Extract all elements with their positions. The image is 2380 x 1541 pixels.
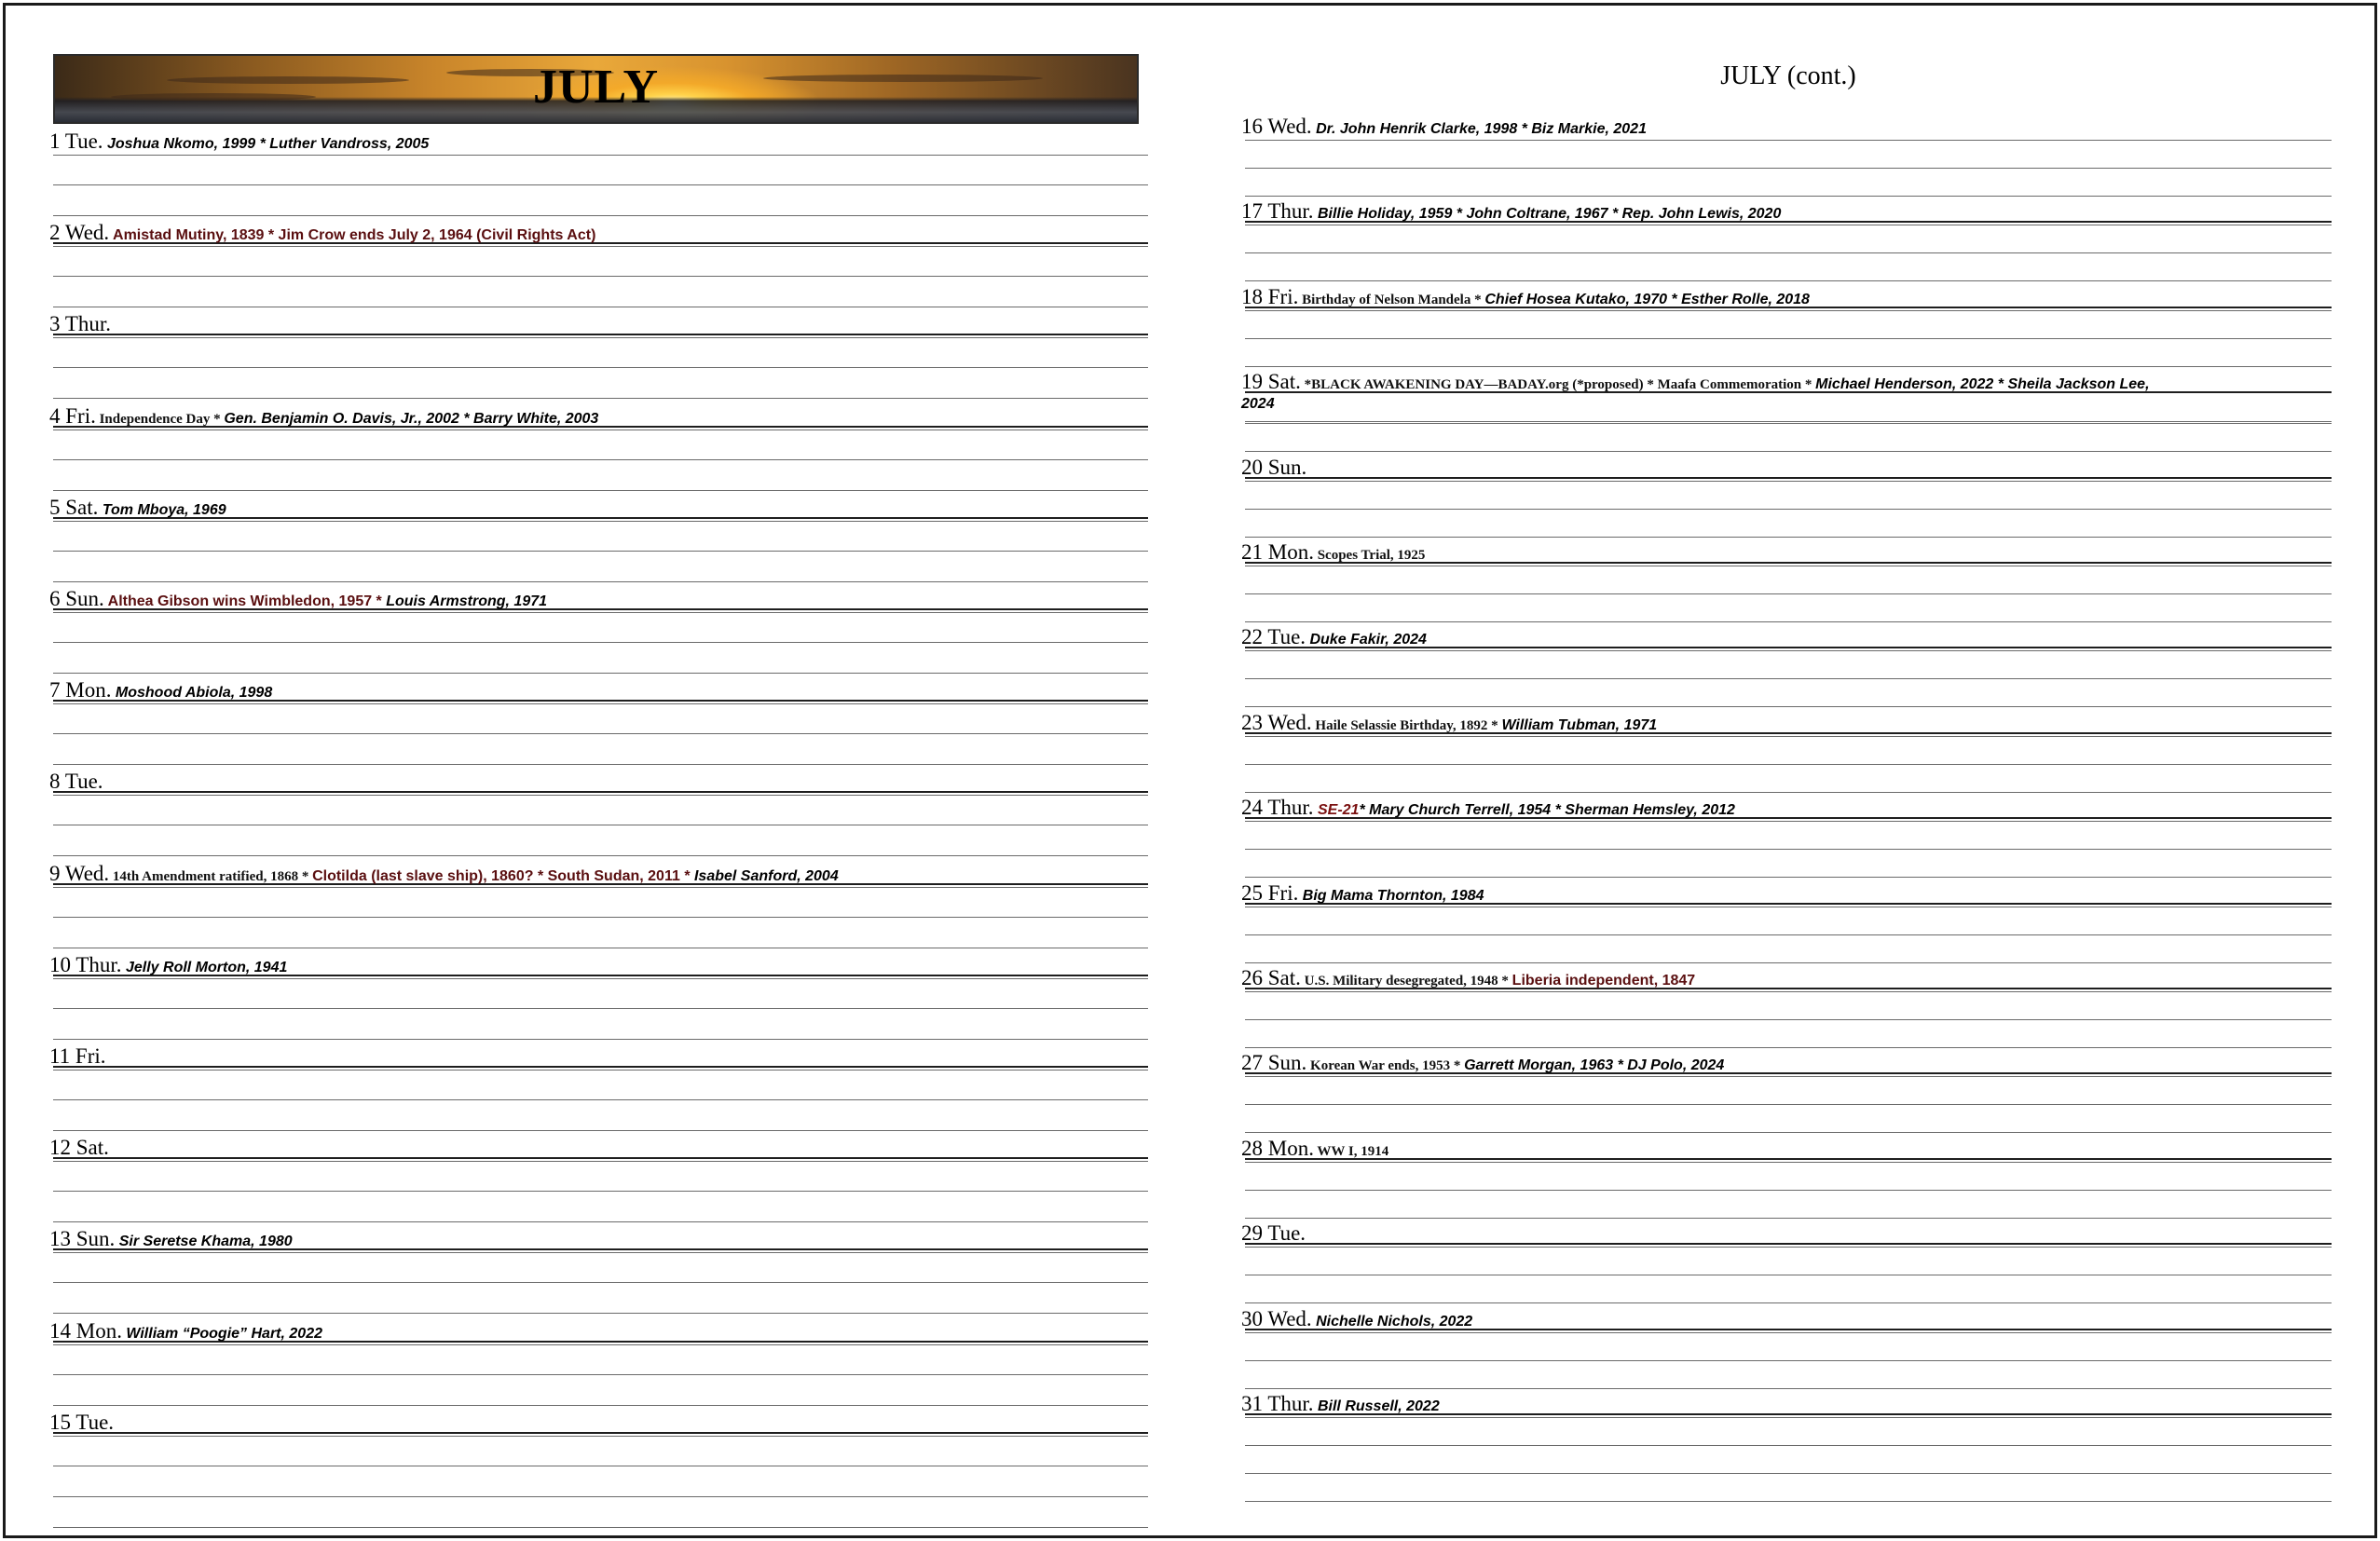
writing-line — [53, 978, 1148, 979]
writing-line — [1245, 650, 2332, 651]
day-note: Liberia independent, 1847 — [1511, 973, 1696, 989]
day-heading — [1241, 200, 1781, 225]
day-heading — [1241, 541, 1425, 566]
day-note: Clotilda (last slave ship), 1860? * South Sudan, 2011 * — [312, 867, 694, 884]
day-note: Dr. John Henrik Clarke, 1998 * Biz Markie, 2021 — [1311, 121, 1647, 137]
day-label: 11 Fri. — [49, 1044, 106, 1068]
banner-title: JULY — [532, 61, 659, 114]
day-label: 15 Tue. — [49, 1410, 115, 1434]
day-label: 22 Tue. — [1241, 625, 1306, 649]
writing-line — [53, 184, 1148, 185]
writing-line — [53, 642, 1148, 643]
day-label: 14 Mon. — [49, 1318, 122, 1343]
day-label: 4 Fri. — [49, 403, 96, 428]
writing-line — [53, 733, 1148, 734]
day-label: 9 Wed. — [49, 861, 110, 885]
writing-line — [1245, 366, 2332, 367]
day-heading — [1241, 626, 1427, 650]
day-note: Korean War ends, 1953 * — [1306, 1058, 1465, 1074]
writing-line — [53, 398, 1148, 399]
page-title: JULY (cont.) — [1720, 61, 1856, 90]
day-note: Gen. Benjamin O. Davis, Jr., 2002 * Barry White, 2003 — [224, 410, 599, 427]
day-separator — [53, 1157, 1148, 1159]
writing-line — [1245, 736, 2332, 737]
day-heading — [1241, 882, 1484, 907]
writing-line — [53, 1130, 1148, 1131]
day-label: 24 Thur. — [1241, 796, 1314, 820]
day-note: Sir Seretse Khama, 1980 — [115, 1234, 293, 1250]
writing-line — [53, 1191, 1148, 1192]
day-label: 3 Thur. — [49, 312, 112, 336]
day-separator — [1245, 1158, 2332, 1160]
day-heading — [1241, 1393, 1440, 1417]
day-note: Louis Armstrong, 1971 — [386, 593, 548, 609]
day-label: 21 Mon. — [1241, 540, 1314, 564]
july-banner — [53, 54, 1139, 124]
writing-line — [1245, 1218, 2332, 1219]
day-heading — [49, 863, 839, 887]
writing-line — [1245, 481, 2332, 482]
day-heading — [49, 497, 226, 521]
writing-line — [53, 276, 1148, 277]
writing-line — [1245, 252, 2332, 253]
writing-line — [53, 703, 1148, 704]
writing-line — [53, 612, 1148, 613]
day-note: Garrett Morgan, 1963 * DJ Polo, 2024 — [1464, 1057, 1725, 1074]
writing-line — [1245, 280, 2332, 281]
writing-line — [53, 1374, 1148, 1375]
day-note: Jelly Roll Morton, 1941 — [121, 959, 288, 975]
writing-line — [1245, 451, 2332, 452]
writing-line — [53, 1405, 1148, 1406]
writing-line — [1245, 1302, 2332, 1303]
writing-line — [1245, 991, 2332, 992]
day-heading — [49, 770, 103, 795]
day-heading — [49, 679, 272, 703]
writing-line — [53, 490, 1148, 491]
day-note: Duke Fakir, 2024 — [1306, 632, 1427, 648]
writing-line — [53, 367, 1148, 368]
writing-line — [1245, 821, 2332, 822]
writing-line — [1245, 1104, 2332, 1105]
day-note: Chief Hosea Kutako, 1970 * Esther Rolle, 2018 — [1484, 291, 1810, 307]
day-label: 5 Sat. — [49, 495, 99, 519]
day-heading — [49, 1320, 322, 1344]
writing-line — [53, 1221, 1148, 1222]
day-label: 29 Tue. — [1241, 1221, 1306, 1246]
day-separator — [1245, 477, 2332, 479]
writing-line — [1245, 621, 2332, 622]
writing-line — [1245, 1417, 2332, 1418]
day-heading — [49, 405, 598, 430]
writing-line — [53, 521, 1148, 522]
writing-line — [1245, 168, 2332, 169]
day-heading — [49, 1228, 293, 1252]
writing-line — [1245, 509, 2332, 510]
day-label: 25 Fri. — [1241, 880, 1299, 905]
writing-line — [1245, 849, 2332, 850]
writing-line — [53, 855, 1148, 856]
writing-line — [53, 764, 1148, 765]
writing-line — [1245, 1190, 2332, 1191]
day-note: Althea Gibson wins Wimbledon, 1957 * — [103, 593, 387, 609]
writing-line — [1245, 1473, 2332, 1474]
day-label: 2 Wed. — [49, 221, 110, 245]
day-label: 19 Sat. — [1241, 370, 1301, 394]
day-note: WW I, 1914 — [1313, 1143, 1389, 1159]
writing-line — [1245, 1132, 2332, 1133]
day-note: Independence Day * — [95, 411, 225, 427]
day-note: U.S. Military desegregated, 1948 * — [1300, 974, 1512, 989]
day-label: 26 Sat. — [1241, 966, 1301, 989]
writing-line — [1245, 310, 2332, 311]
day-note: *BLACK AWAKENING DAY—BADAY.org (*proposed) * Maafa Commemoration * — [1300, 377, 1816, 393]
writing-line — [1245, 1047, 2332, 1048]
day-heading — [1241, 797, 1735, 821]
day-label: 13 Sun. — [49, 1227, 116, 1251]
day-note: * Mary Church Terrell, 1954 * Sherman Hemsley, 2012 — [1359, 802, 1735, 819]
day-note: Bill Russell, 2022 — [1313, 1398, 1440, 1414]
writing-line — [1245, 1247, 2332, 1248]
day-note: Amistad Mutiny, 1839 * Jim Crow ends July 2, 1964 (Civil Rights Act) — [109, 227, 596, 244]
day-label: 8 Tue. — [49, 770, 103, 794]
day-label: 31 Thur. — [1241, 1392, 1314, 1415]
day-heading — [49, 588, 547, 612]
writing-line — [53, 1496, 1148, 1497]
writing-line — [1245, 1501, 2332, 1502]
writing-line — [53, 1313, 1148, 1314]
day-label: 12 Sat. — [49, 1136, 109, 1160]
day-heading — [49, 954, 287, 978]
writing-line — [1245, 764, 2332, 765]
day-note-continued: 2024 — [1241, 396, 1275, 413]
day-note: Moshood Abiola, 1998 — [111, 685, 273, 702]
writing-line — [53, 795, 1148, 796]
writing-line — [1245, 1445, 2332, 1446]
left-page — [49, 0, 1148, 1541]
day-label: 17 Thur. — [1241, 199, 1314, 224]
day-heading — [49, 313, 111, 337]
day-heading — [1241, 967, 1695, 991]
writing-line — [1245, 537, 2332, 538]
day-note: Birthday of Nelson Mandela * — [1298, 292, 1485, 307]
day-note: Haile Selassie Birthday, 1892 * — [1311, 717, 1502, 733]
day-label: 30 Wed. — [1241, 1306, 1312, 1330]
writing-line — [53, 1344, 1148, 1345]
day-note: William “Poogie” Hart, 2022 — [121, 1325, 322, 1342]
day-heading — [49, 130, 429, 155]
day-label: 28 Mon. — [1241, 1136, 1314, 1160]
day-heading — [1241, 1138, 1388, 1162]
day-separator — [1245, 1243, 2332, 1245]
writing-line — [1245, 421, 2332, 422]
writing-line — [53, 917, 1148, 918]
writing-line — [1245, 140, 2332, 141]
day-heading — [49, 1137, 109, 1161]
writing-line — [1245, 1019, 2332, 1020]
writing-line — [53, 215, 1148, 216]
right-page — [1241, 0, 2332, 1541]
day-heading — [1241, 1222, 1306, 1247]
day-separator — [53, 1066, 1148, 1068]
day-note: SE-21 — [1313, 802, 1360, 819]
day-heading — [49, 1411, 114, 1436]
day-label: 1 Tue. — [49, 130, 103, 153]
day-label: 7 Mon. — [49, 678, 112, 702]
writing-line — [53, 337, 1148, 338]
writing-line — [1245, 423, 2332, 424]
day-label: 10 Thur. — [49, 952, 122, 976]
writing-line — [1245, 1162, 2332, 1163]
day-heading — [1241, 286, 1810, 310]
day-note: Tom Mboya, 1969 — [98, 501, 226, 518]
day-heading — [49, 222, 595, 246]
writing-line — [53, 1008, 1148, 1009]
day-heading — [1241, 116, 1647, 140]
writing-line — [53, 1099, 1148, 1100]
writing-line — [1245, 338, 2332, 339]
day-label: 23 Wed. — [1241, 710, 1312, 734]
writing-line — [1245, 792, 2332, 793]
day-separator — [53, 791, 1148, 793]
day-note: William Tubman, 1971 — [1501, 716, 1658, 733]
day-note: Joshua Nkomo, 1999 * Luther Vandross, 2005 — [103, 136, 430, 152]
day-label: 27 Sun. — [1241, 1051, 1307, 1075]
day-note: Isabel Sanford, 2004 — [693, 867, 839, 884]
writing-line — [53, 1436, 1148, 1437]
writing-line — [1245, 1388, 2332, 1389]
writing-line — [53, 1039, 1148, 1040]
writing-line — [1245, 934, 2332, 935]
day-note: Scopes Trial, 1925 — [1313, 548, 1426, 563]
day-note: Michael Henderson, 2022 * Sheila Jackson Lee, — [1815, 376, 2150, 393]
writing-line — [53, 673, 1148, 674]
writing-line — [53, 551, 1148, 552]
day-label: 18 Fri. — [1241, 284, 1299, 308]
day-note: Nichelle Nichols, 2022 — [1311, 1313, 1473, 1330]
day-label: 16 Wed. — [1241, 115, 1312, 138]
writing-line — [1245, 706, 2332, 707]
day-heading — [1241, 1052, 1724, 1076]
day-note: Billie Holiday, 1959 * John Coltrane, 1967 * Rep. John Lewis, 2020 — [1313, 206, 1782, 223]
writing-line — [53, 246, 1148, 247]
day-note: Big Mama Thornton, 1984 — [1298, 887, 1484, 904]
day-label: 6 Sun. — [49, 587, 104, 610]
day-note: 14th Amendment ratified, 1868 * — [109, 868, 313, 884]
day-heading — [1241, 1308, 1472, 1332]
writing-line — [53, 155, 1148, 156]
day-label: 20 Sun. — [1241, 455, 1307, 479]
writing-line — [1245, 593, 2332, 594]
writing-line — [53, 459, 1148, 460]
writing-line — [53, 1252, 1148, 1253]
day-heading — [49, 1045, 106, 1070]
writing-line — [1245, 962, 2332, 963]
writing-line — [53, 1282, 1148, 1283]
writing-line — [1245, 877, 2332, 878]
writing-line — [1245, 196, 2332, 197]
writing-line — [53, 1070, 1148, 1071]
writing-line — [53, 1527, 1148, 1528]
writing-line — [53, 581, 1148, 582]
writing-line — [1245, 1076, 2332, 1077]
day-separator — [53, 334, 1148, 335]
day-heading — [1241, 712, 1657, 736]
writing-line — [1245, 678, 2332, 679]
writing-line — [1245, 1360, 2332, 1361]
day-heading — [1241, 457, 1306, 481]
writing-line — [53, 887, 1148, 888]
day-heading — [1241, 371, 2150, 395]
day-separator — [53, 1432, 1148, 1434]
writing-line — [1245, 1332, 2332, 1333]
writing-line — [53, 1161, 1148, 1162]
